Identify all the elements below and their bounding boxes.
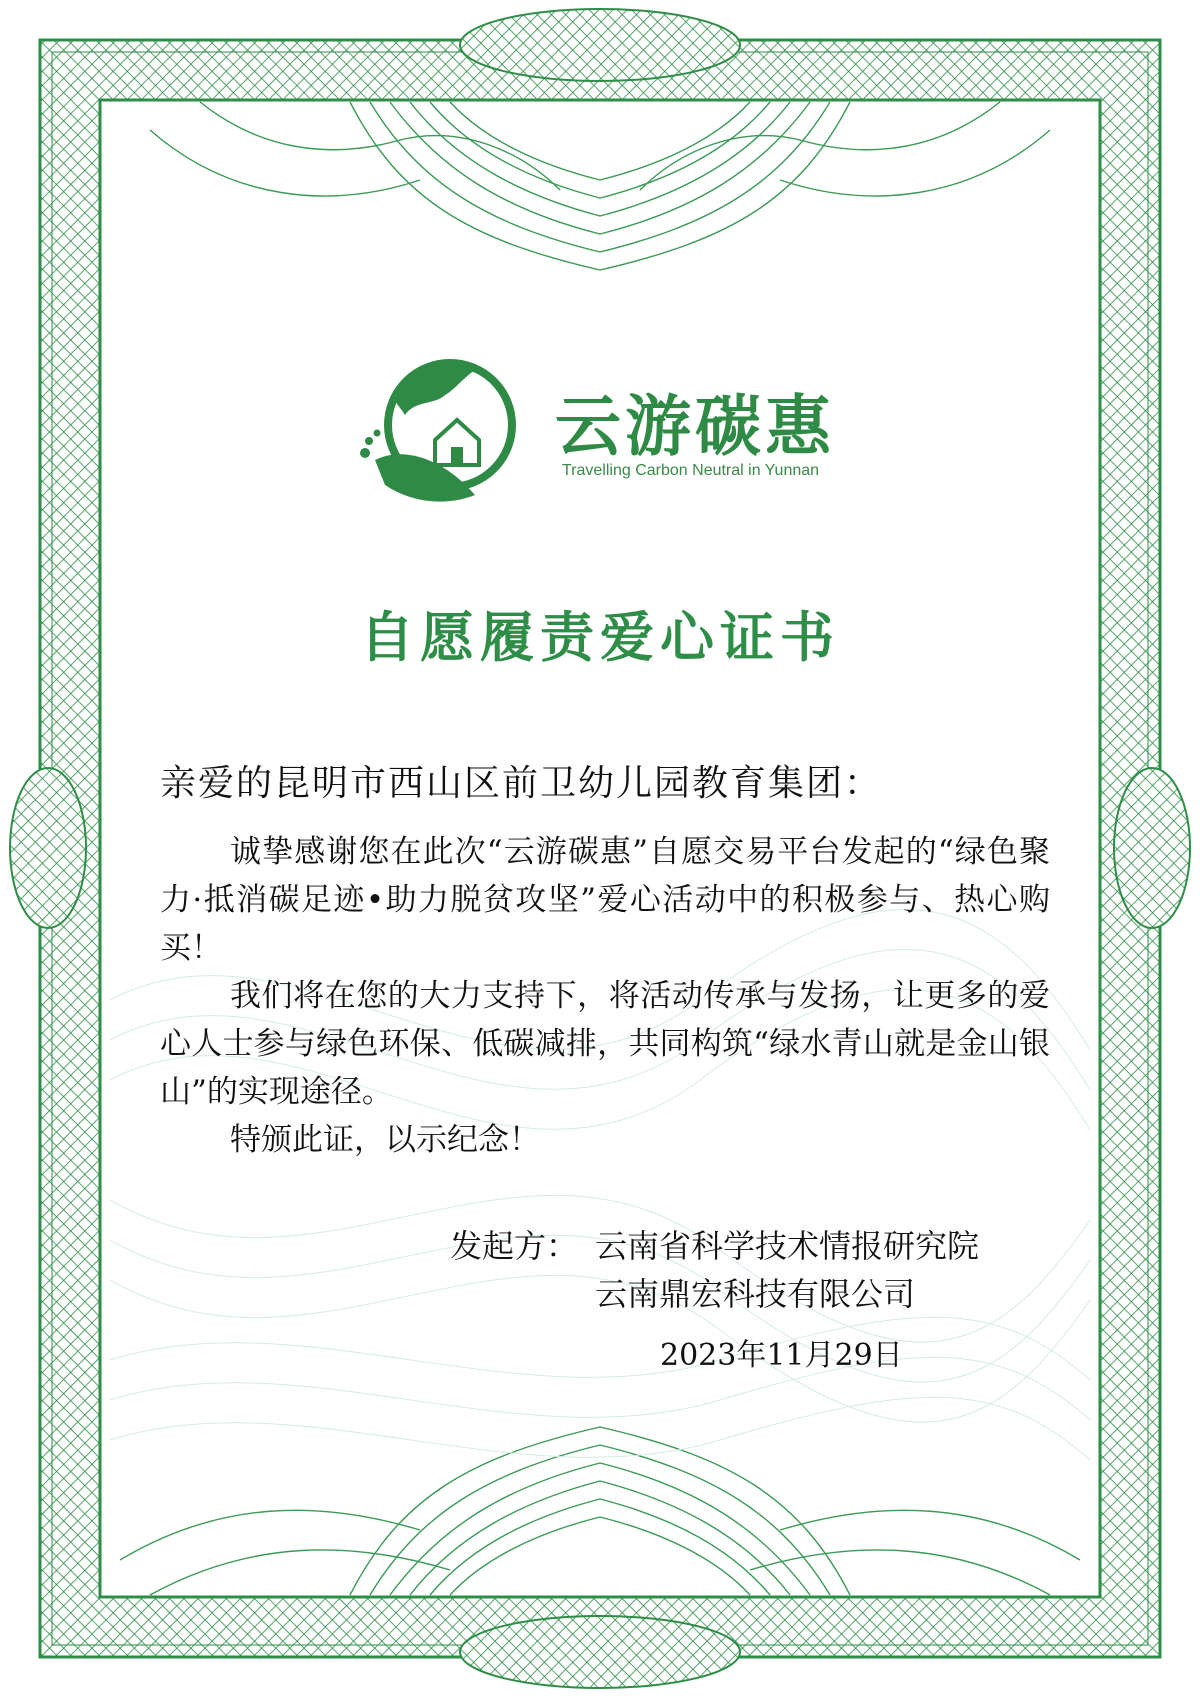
globe-house-footprint-icon (355, 345, 535, 525)
certificate-body (160, 755, 1050, 1164)
issuer-org-1: 云南省科学技术情报研究院 (595, 1227, 980, 1265)
certificate-title: 自愿履责爱心证书 (360, 605, 840, 669)
logo-name-zh: 云游碳惠 (555, 388, 835, 465)
paragraph-thanks: 诚挚感谢您在此次“云游碳惠”自愿交易平台发起的“绿色聚力·抵消碳足迹•助力脱贫攻坚”爱心活动中的积极参与、热心购买！ (160, 834, 1050, 966)
issuer-row (450, 1222, 979, 1270)
bottom-ornament (120, 1427, 1080, 1595)
issuer-org-2: 云南鼎宏科技有限公司 (595, 1275, 916, 1313)
issue-date: 2023年11月29日 (660, 1338, 903, 1373)
paragraph-support: 我们将在您的大力支持下，将活动传承与发扬，让更多的爱心人士参与绿色环保、低碳减排，共同构筑“绿水青山就是金山银山”的实现途径。 (160, 978, 1050, 1110)
issuer-block (450, 1222, 979, 1318)
top-ornament (150, 102, 1050, 270)
logo-name-en: Travelling Carbon Neutral in Yunnan (562, 462, 820, 479)
paragraph-closing: 特颁此证，以示纪念！ (230, 1122, 540, 1158)
logo (355, 345, 885, 525)
issuer-label: 发起方： (450, 1227, 579, 1265)
recipient-line: 亲爱的昆明市西山区前卫幼儿园教育集团： (160, 763, 883, 804)
